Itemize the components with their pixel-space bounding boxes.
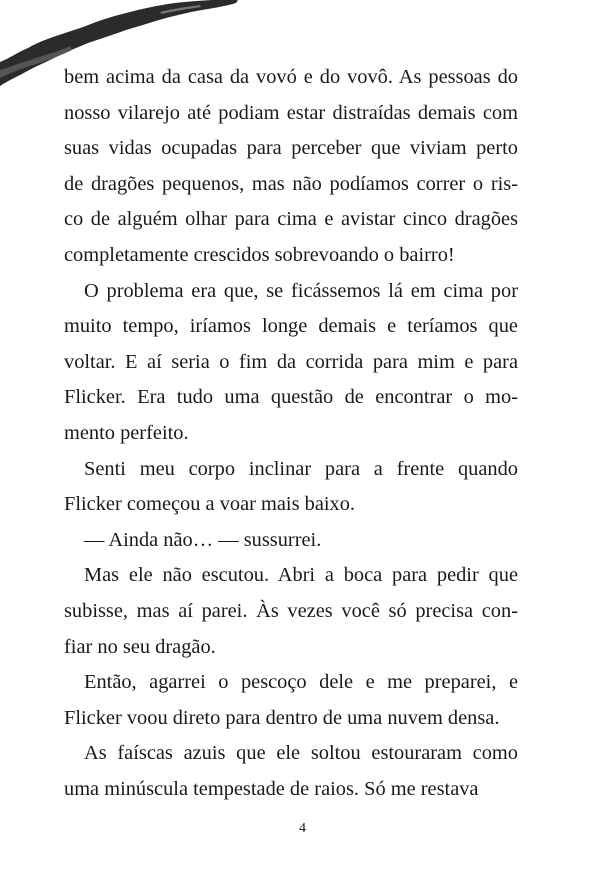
paragraph	[64, 736, 518, 807]
text-line: Flicker. Era tudo uma questão de encontrar o mo-	[64, 386, 518, 409]
text-line: suas vidas ocupadas para perceber que viviam perto	[64, 137, 518, 160]
page-number: 4	[299, 821, 306, 836]
text-line: de dragões pequenos, mas não podíamos correr o ris-	[64, 172, 518, 195]
text-line: Senti meu corpo inclinar para a frente quando	[84, 457, 518, 480]
text-line: uma minúscula tempestade de raios. Só me restava	[64, 777, 479, 800]
paragraph	[64, 60, 518, 274]
text-line: As faíscas azuis que ele soltou estouraram como	[84, 742, 518, 765]
text-line: co de alguém olhar para cima e avistar cinco dragões	[64, 208, 518, 231]
text-line: Flicker começou a voar mais baixo.	[64, 493, 356, 516]
text-line: nosso vilarejo até podiam estar distraídas demais com	[64, 101, 518, 124]
text-line: completamente crescidos sobrevoando o bairro!	[64, 243, 455, 266]
paragraph	[64, 452, 518, 523]
text-line: fiar no seu dragão.	[64, 635, 216, 658]
text-line: Mas ele não escutou. Abri a boca para pedir que	[84, 564, 518, 587]
text-line: mento perfeito.	[64, 421, 189, 444]
paragraph	[64, 665, 518, 736]
text-line: O problema era que, se ficássemos lá em cima por	[84, 279, 518, 302]
paragraph	[64, 274, 518, 452]
text-line: voltar. E aí seria o fim da corrida para mim e para	[64, 350, 518, 373]
text-line: Flicker voou direto para dentro de uma nuvem densa.	[64, 706, 500, 729]
text-line: subisse, mas aí parei. Às vezes você só precisa con-	[64, 599, 518, 622]
body-text	[64, 60, 518, 807]
text-line: Então, agarrei o pescoço dele e me preparei, e	[84, 671, 518, 694]
text-line: bem acima da casa da vovó e do vovô. As pessoas do	[64, 66, 518, 88]
text-line: muito tempo, iríamos longe demais e teríamos que	[64, 315, 518, 338]
paragraph	[64, 523, 518, 559]
paragraph	[64, 558, 518, 665]
text-line: — Ainda não… — sussurrei.	[84, 528, 322, 551]
